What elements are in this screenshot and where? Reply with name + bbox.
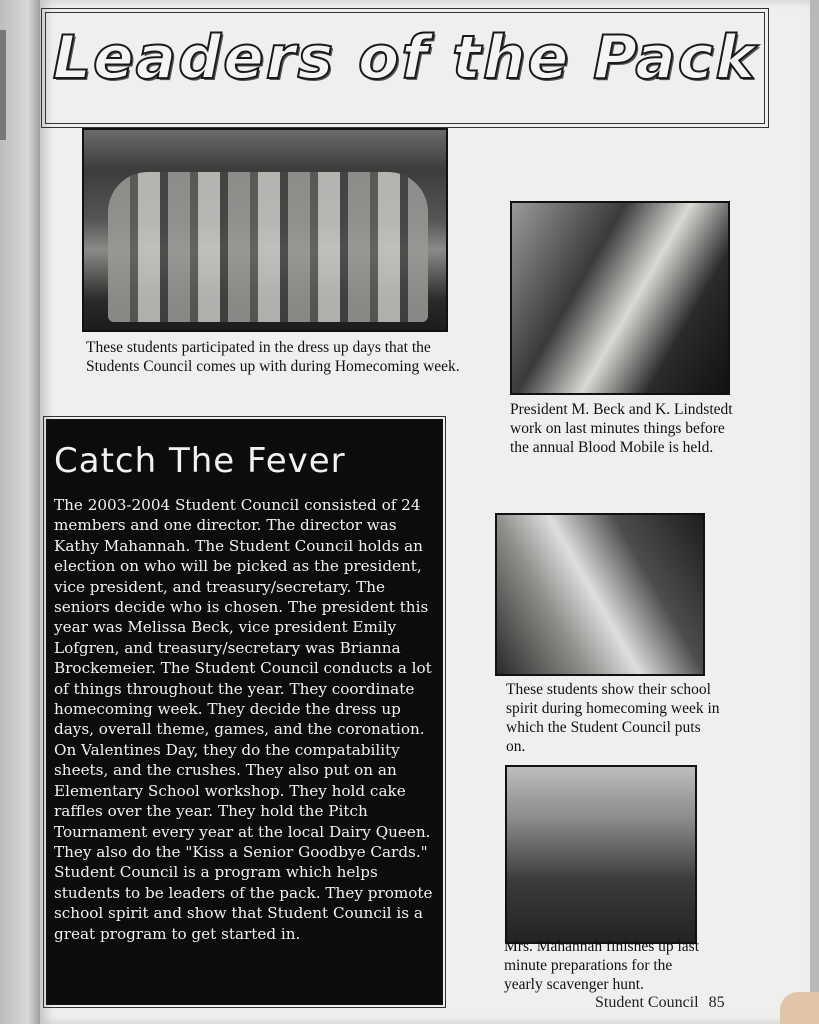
page-title: Leaders of the Pack	[52, 23, 758, 93]
dress-up-days-photo	[82, 128, 448, 332]
title-frame	[45, 12, 765, 124]
school-spirit-photo	[495, 513, 705, 676]
right-page-edge	[810, 0, 819, 1024]
feature-heading: Catch The Fever	[54, 441, 346, 481]
scavenger-hunt-caption: Mrs. Mahannah finishes up last minute preparations for the yearly scavenger hunt.	[504, 938, 700, 993]
yearbook-page	[40, 0, 810, 1024]
left-page-mark	[0, 30, 6, 140]
page-number: 85	[708, 994, 725, 1011]
feature-body: The 2003-2004 Student Council consisted of 24 members and one director. The director was Kathy Mahannah. The Student Council holds an election on who will be picked as the president, vice president, and treasury/secretary. The seniors decide who is chosen. The president this year was Melissa Beck, vice president Emily Lofgren, and treasury/secretary was Brianna Brockemeier. The Student Council conducts a lot of things throughout the year. They coordinate homecoming week. They decide the dress up days, overall theme, games, and the coronation. On Valentines Day, they do the compatability sheets, and the crushes. They also put on an Elementary School workshop. They hold cake raffles over the year. They hold the Pitch Tournament every year at the local Dairy Queen. They also do the "Kiss a Senior Goodbye Cards." Student Council is a program which helps students to be leaders of the pack. They promote school spirit and show that Student Council is a great program to get started in.	[54, 496, 433, 943]
blood-mobile-caption: President M. Beck and K. Lindstedt work on last minutes things before the annual Blood Mobile is held.	[510, 401, 733, 456]
left-page-edge	[0, 0, 40, 1024]
students-in-costume	[108, 172, 428, 322]
scavenger-hunt-photo	[505, 765, 697, 944]
school-spirit-caption: These students show their school spirit during homecoming week in which the Student Council puts on.	[506, 681, 720, 755]
footer-section: Student Council	[595, 994, 699, 1011]
catch-the-fever-box	[46, 419, 443, 1005]
thumb	[780, 992, 819, 1024]
page-footer	[595, 994, 795, 1012]
blood-mobile-photo	[510, 201, 730, 395]
dress-up-days-caption: These students participated in the dress up days that the Students Council comes up with during Homecoming week.	[86, 339, 460, 375]
